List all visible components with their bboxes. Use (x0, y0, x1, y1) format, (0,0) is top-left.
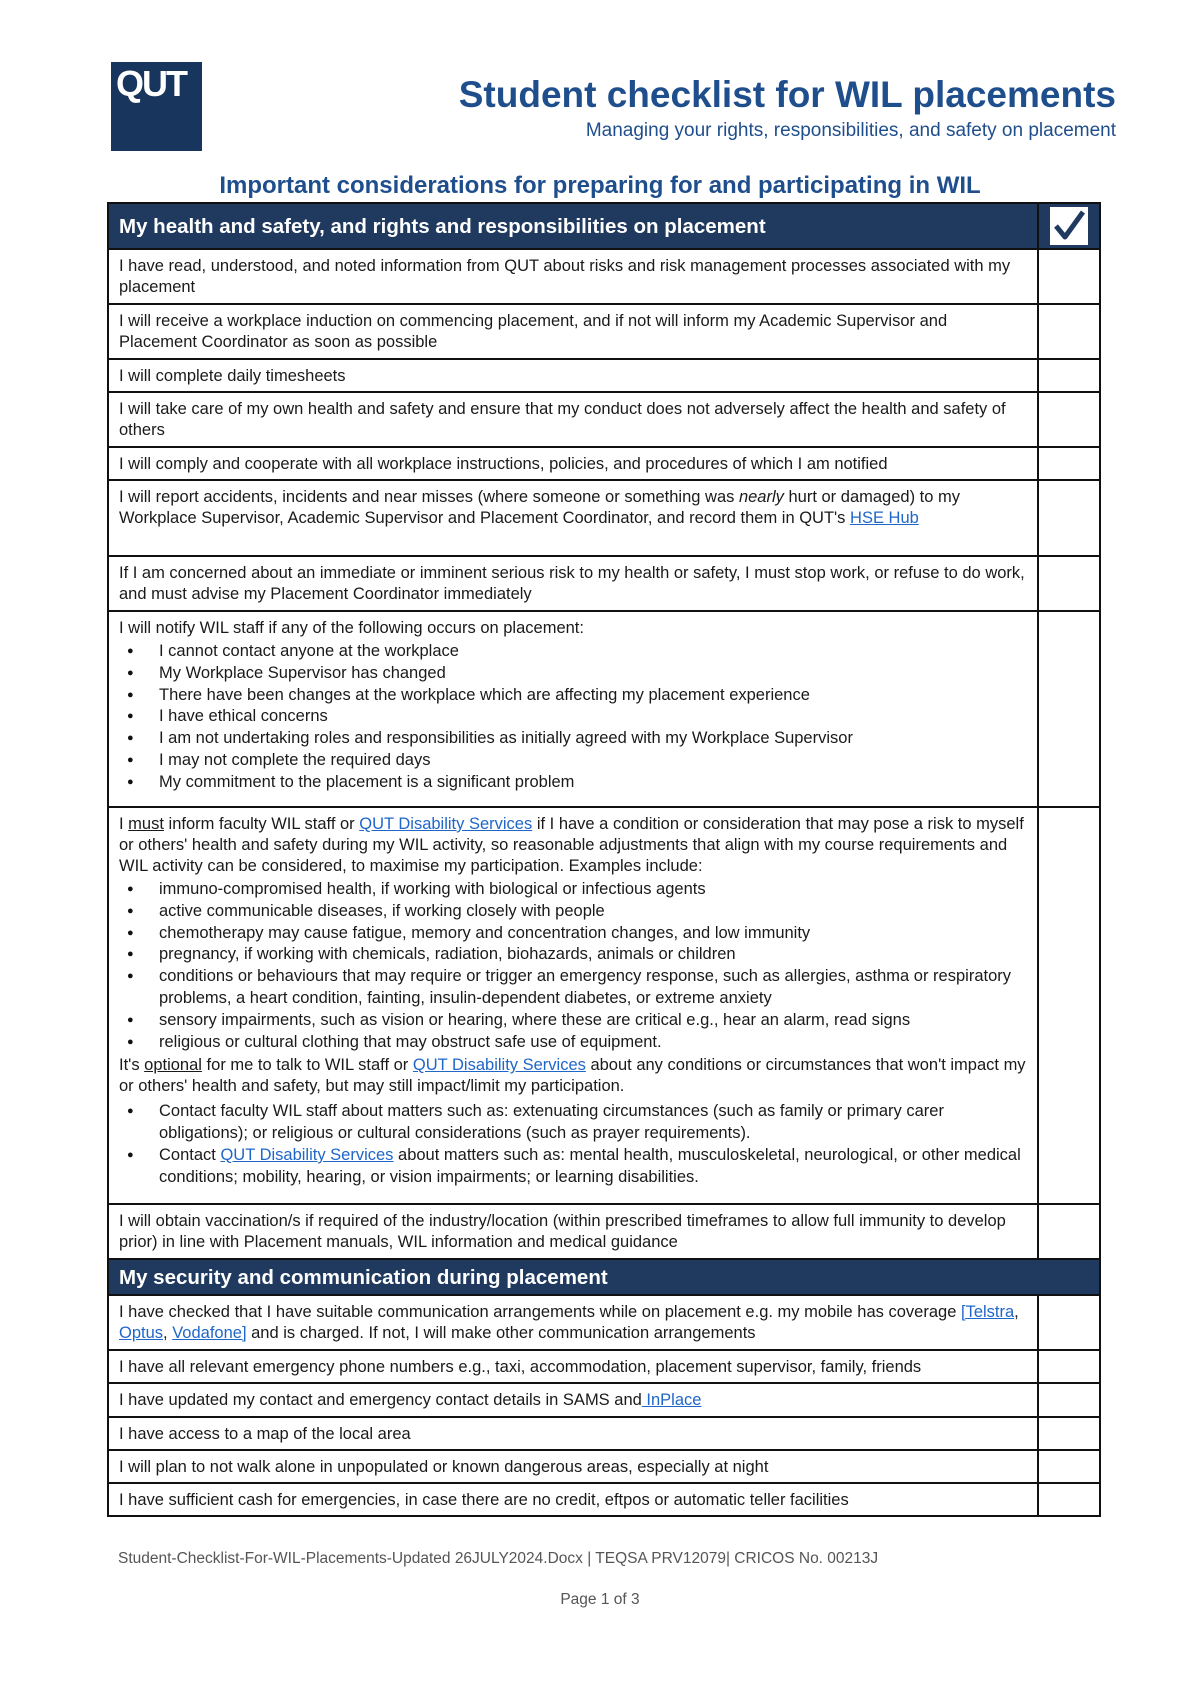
inplace-link[interactable]: InPlace (641, 1391, 702, 1409)
item-text: I will comply and cooperate with all workplace instructions, policies, and procedures of which I am notified (108, 447, 1038, 480)
item-text: I will take care of my own health and safety and ensure that my conduct does not adversely affect the health and safety of others (108, 392, 1038, 447)
checklist-row (108, 1295, 1100, 1350)
checklist-row (108, 1383, 1100, 1417)
checklist-row (108, 556, 1100, 611)
checkmark-icon (1050, 207, 1088, 245)
list-item: ● conditions or behaviours that may require or trigger an emergency response, such as allergies, asthma or respiratory problems, a heart condition, fainting, insulin-dependent diabetes, or extreme anxiety (159, 966, 1027, 1010)
disability-services-link[interactable]: QUT Disability Services (412, 1056, 586, 1075)
list-item: ● sensory impairments, such as vision or hearing, where these are critical e.g., hear an alarm, read signs (159, 1010, 1027, 1032)
optus-link[interactable]: Optus (119, 1324, 164, 1342)
disability-services-link[interactable]: QUT Disability Services (220, 1145, 394, 1164)
item-text: I will notify WIL staff if any of the following occurs on placement: ● I cannot contact anyone at the workplace ● My Workplace Supervisor has changed ● There have been changes at the workplace which are affecting my placement experience ● I have ethical concerns ● I am not undertaking roles and responsibilities as initially agreed with my Workplace Supervisor ● I may not complete the required days ● My commitment to the placement is a significant problem (108, 611, 1038, 807)
page-subtitle: Managing your rights, responsibilities, and safety on placement (585, 120, 1116, 141)
checklist-row (108, 480, 1100, 556)
item-text: I have access to a map of the local area (108, 1417, 1038, 1450)
examples-list (119, 879, 1027, 1053)
header-checkbox-cell (1038, 203, 1100, 249)
section-heading: Important considerations for preparing for and participating in WIL (219, 172, 981, 199)
checklist-table (107, 202, 1101, 1517)
disability-services-link[interactable]: QUT Disability Services (359, 815, 533, 833)
item-text: I will receive a workplace induction on commencing placement, and if not will inform my Academic Supervisor and Placement Coordinator as soon as possible (108, 304, 1038, 359)
item-text: If I am concerned about an immediate or imminent serious risk to my health or safety, I must stop work, or refuse to do work, and must advise my Placement Coordinator immediately (108, 556, 1038, 611)
checklist-row (108, 1483, 1100, 1516)
item-checkbox[interactable] (1038, 1483, 1100, 1516)
checklist-row (108, 447, 1100, 480)
checklist-row (108, 1350, 1100, 1383)
item-checkbox[interactable] (1038, 556, 1100, 611)
list-item: ● pregnancy, if working with chemicals, radiation, biohazards, animals or children (159, 944, 1027, 966)
item-text: I will complete daily timesheets (108, 359, 1038, 392)
item-text: I will plan to not walk alone in unpopulated or known dangerous areas, especially at night (108, 1450, 1038, 1483)
item-text: I will report accidents, incidents and near misses (where someone or something was nearly hurt or damaged) to my Workplace Supervisor, Academic Supervisor and Placement Coordinator, and record them in QUT's HSE Hub (108, 480, 1038, 556)
notify-list (119, 641, 1027, 794)
telstra-link[interactable]: Telstra (965, 1303, 1015, 1321)
item-text: I have checked that I have suitable communication arrangements while on placement e.g. my mobile has coverage [Telstra, Optus, Vodafone] and is charged. If not, I will make other communication arrangements (108, 1295, 1038, 1350)
document-footer: Student-Checklist-For-WIL-Placements-Updated 26JULY2024.Docx | TEQSA PRV12079| CRICOS No. 00213J (118, 1550, 879, 1567)
hse-hub-link[interactable]: HSE Hub (850, 509, 919, 527)
checklist-row (108, 249, 1100, 304)
item-checkbox[interactable] (1038, 359, 1100, 392)
checklist-row (108, 1204, 1100, 1259)
page-title: Student checklist for WIL placements (458, 74, 1116, 115)
list-item: ● immuno-compromised health, if working with biological or infectious agents (159, 879, 1027, 901)
list-item: ● chemotherapy may cause fatigue, memory and concentration changes, and low immunity (159, 923, 1027, 945)
list-item: ● Contact faculty WIL staff about matters such as: extenuating circumstances (such as family or primary carer obligations); or religious or cultural considerations (such as prayer requirements). (159, 1101, 1027, 1145)
list-item: ● I cannot contact anyone at the workplace (159, 641, 1027, 663)
item-checkbox[interactable] (1038, 1295, 1100, 1350)
item-checkbox[interactable] (1038, 1204, 1100, 1259)
qut-logo: QUT (111, 62, 202, 151)
list-item: ● My Workplace Supervisor has changed (159, 663, 1027, 685)
item-checkbox[interactable] (1038, 249, 1100, 304)
item-text: I must inform faculty WIL staff or QUT Disability Services if I have a condition or consideration that may pose a risk to myself or others' health and safety during my WIL activity, so reasonable adjustments that align with my course requirements and WIL activity can be considered, to maximise my participation. Examples include: ● immuno-compromised health, if working with biological or infectious agents ● active communicable diseases, if working closely with people ● chemotherapy may cause fatigue, memory and concentration changes, and low immunity ● pregnancy, if working with chemicals, radiation, biohazards, animals or children ● conditions or behaviours that may require or trigger an emergency response, such as allergies, asthma or respiratory problems, a heart condition, fainting, insulin-dependent diabetes, or extreme anxiety ● sensory impairments, such as vision or hearing, where these are critical e.g., hear an alarm, read signs ● religious or cultural clothing that may obstruct safe use of equipment. It's optional for me to talk to WIL staff or QUT Disability Services about any conditions or circumstances that won't impact my or others' health and safety, but may still impact/limit my participation. ● Contact faculty WIL staff about matters such as: extenuating circumstances (such as family or primary carer obligations); or religious or cultural considerations (such as prayer requirements). ● Contact QUT Disability Services about matters such as: mental health, musculoskeletal, neurological, or other medical conditions; mobility, hearing, or vision impairments; or learning disabilities. (108, 807, 1038, 1204)
item-checkbox[interactable] (1038, 447, 1100, 480)
list-item: ● religious or cultural clothing that may obstruct safe use of equipment. (159, 1032, 1027, 1054)
section-header-health-safety (108, 203, 1100, 249)
list-item: ● I have ethical concerns (159, 706, 1027, 728)
item-checkbox[interactable] (1038, 1417, 1100, 1450)
checklist-row (108, 807, 1100, 1204)
checklist-row (108, 1450, 1100, 1483)
list-item: ● There have been changes at the workplace which are affecting my placement experience (159, 685, 1027, 707)
page-number: Page 1 of 3 (560, 1591, 640, 1608)
item-checkbox[interactable] (1038, 807, 1100, 1204)
item-text: I have updated my contact and emergency contact details in SAMS and InPlace (108, 1383, 1038, 1417)
list-item: ● My commitment to the placement is a significant problem (159, 772, 1027, 794)
section-title: My health and safety, and rights and responsibilities on placement (108, 203, 1038, 249)
item-checkbox[interactable] (1038, 480, 1100, 556)
item-text: I have all relevant emergency phone numbers e.g., taxi, accommodation, placement supervisor, family, friends (108, 1350, 1038, 1383)
checklist-row (108, 359, 1100, 392)
item-checkbox[interactable] (1038, 1450, 1100, 1483)
contact-list (119, 1101, 1027, 1188)
list-item: ● I may not complete the required days (159, 750, 1027, 772)
list-item: ● I am not undertaking roles and responsibilities as initially agreed with my Workplace Supervisor (159, 728, 1027, 750)
item-text: I will obtain vaccination/s if required of the industry/location (within prescribed timeframes to allow full immunity to develop prior) in line with Placement manuals, WIL information and medical guidance (108, 1204, 1038, 1259)
item-text: I have sufficient cash for emergencies, in case there are no credit, eftpos or automatic teller facilities (108, 1483, 1038, 1516)
section-title: My security and communication during placement (108, 1259, 1100, 1295)
checklist-row (108, 304, 1100, 359)
checklist-row (108, 1417, 1100, 1450)
section-header-security (108, 1259, 1100, 1295)
checklist-row (108, 392, 1100, 447)
item-checkbox[interactable] (1038, 1350, 1100, 1383)
list-item: ● Contact QUT Disability Services about matters such as: mental health, musculoskeletal, neurological, or other medical conditions; mobility, hearing, or vision impairments; or learning disabilities. (159, 1145, 1027, 1189)
item-checkbox[interactable] (1038, 611, 1100, 807)
item-checkbox[interactable] (1038, 392, 1100, 447)
item-checkbox[interactable] (1038, 1383, 1100, 1417)
item-text: I have read, understood, and noted information from QUT about risks and risk management processes associated with my placement (108, 249, 1038, 304)
item-checkbox[interactable] (1038, 304, 1100, 359)
vodafone-link[interactable]: Vodafone] (172, 1324, 247, 1342)
list-item: ● active communicable diseases, if working closely with people (159, 901, 1027, 923)
checklist-row (108, 611, 1100, 807)
